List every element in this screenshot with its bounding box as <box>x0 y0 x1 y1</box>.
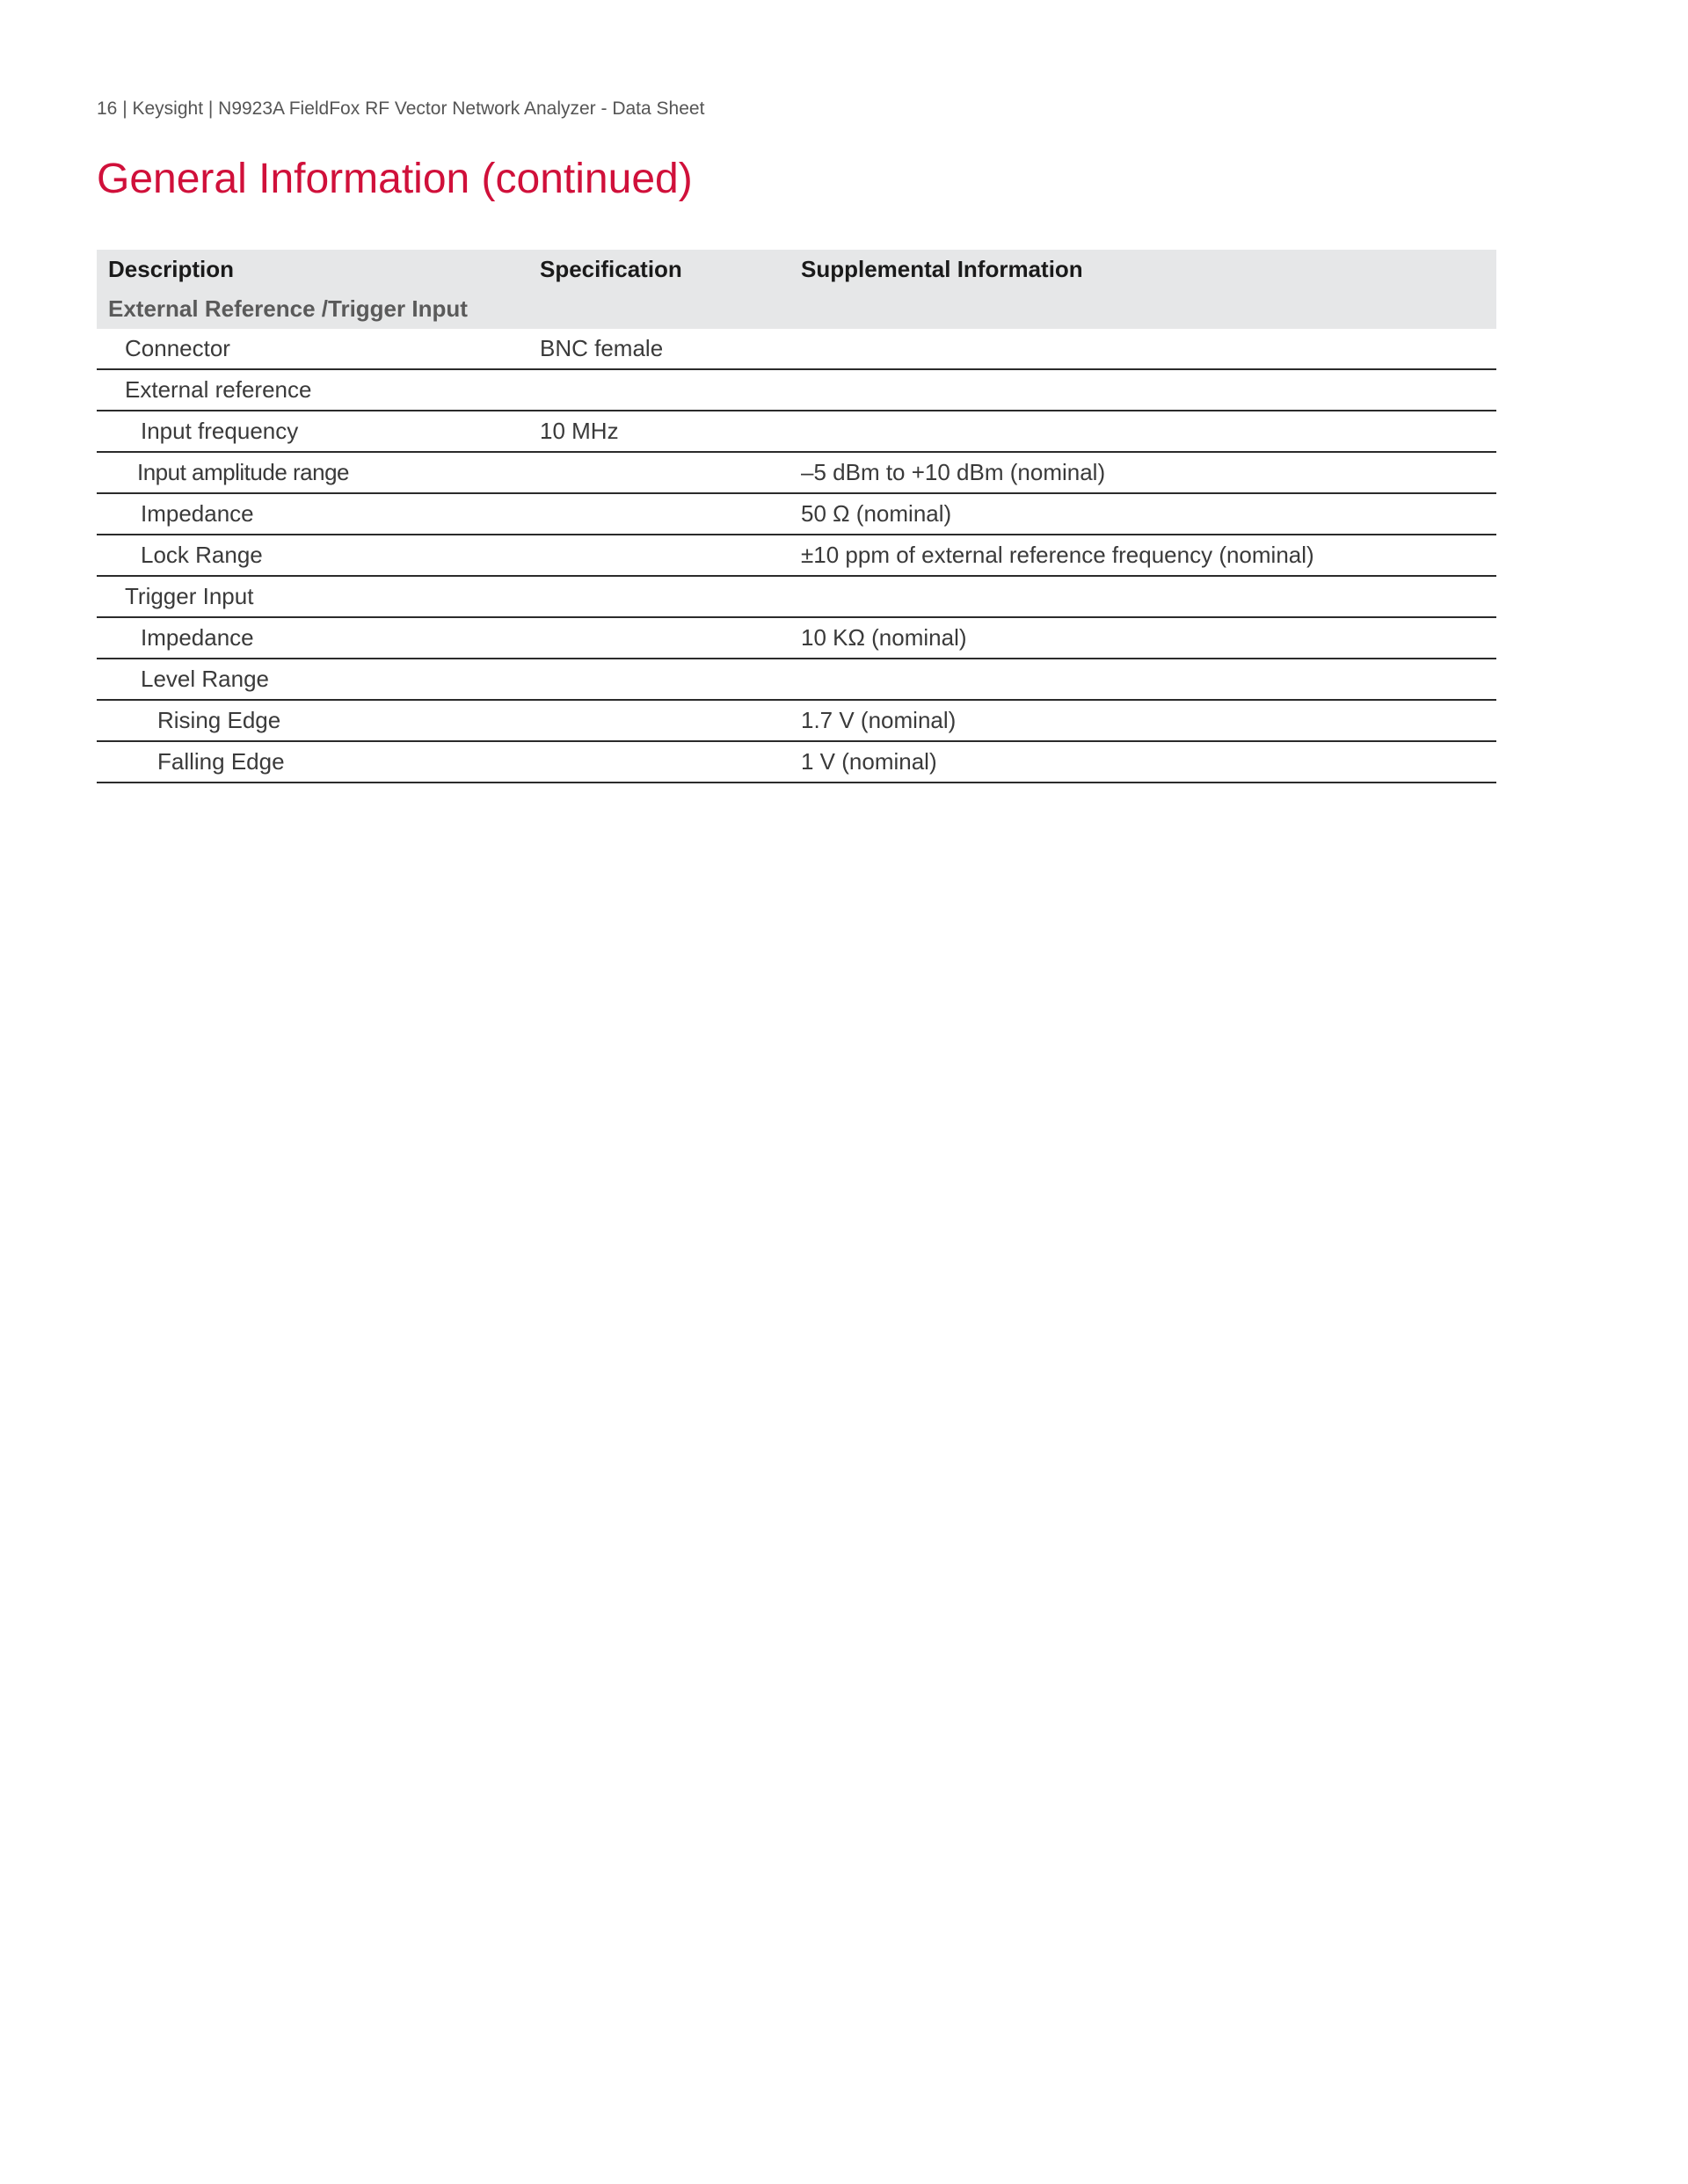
column-header-description: Description <box>97 250 540 289</box>
row-description: Level Range <box>97 659 540 700</box>
row-specification <box>540 369 801 411</box>
row-supplemental: ±10 ppm of external reference frequency (nominal) <box>801 535 1496 576</box>
table-row <box>97 329 1496 369</box>
row-specification <box>540 741 801 783</box>
row-supplemental: 50 Ω (nominal) <box>801 493 1496 535</box>
running-header: 16 | Keysight | N9923A FieldFox RF Vector Network Analyzer - Data Sheet <box>97 98 705 119</box>
spec-table <box>97 250 1496 783</box>
table-row <box>97 493 1496 535</box>
row-specification <box>540 452 801 493</box>
row-specification <box>540 617 801 659</box>
row-supplemental: 1.7 V (nominal) <box>801 700 1496 741</box>
row-specification <box>540 700 801 741</box>
table-row <box>97 535 1496 576</box>
row-supplemental: 1 V (nominal) <box>801 741 1496 783</box>
table-row <box>97 700 1496 741</box>
row-description: Trigger Input <box>97 576 540 617</box>
row-supplemental <box>801 369 1496 411</box>
row-specification: BNC female <box>540 329 801 369</box>
column-header-specification: Specification <box>540 250 801 289</box>
table-header-row <box>97 250 1496 289</box>
row-description: Impedance <box>97 493 540 535</box>
table-row <box>97 576 1496 617</box>
row-description: Input amplitude range <box>97 452 540 493</box>
table-row <box>97 411 1496 452</box>
row-description: Impedance <box>97 617 540 659</box>
row-supplemental <box>801 411 1496 452</box>
row-specification: 10 MHz <box>540 411 801 452</box>
row-description: Connector <box>97 329 540 369</box>
table-row <box>97 452 1496 493</box>
row-specification <box>540 493 801 535</box>
row-specification <box>540 535 801 576</box>
row-supplemental <box>801 576 1496 617</box>
row-description: Lock Range <box>97 535 540 576</box>
row-description: External reference <box>97 369 540 411</box>
table-row <box>97 369 1496 411</box>
row-supplemental <box>801 329 1496 369</box>
row-supplemental: –5 dBm to +10 dBm (nominal) <box>801 452 1496 493</box>
row-description: Input frequency <box>97 411 540 452</box>
row-description: Rising Edge <box>97 700 540 741</box>
row-supplemental: 10 KΩ (nominal) <box>801 617 1496 659</box>
column-header-supplemental: Supplemental Information <box>801 250 1496 289</box>
row-specification <box>540 659 801 700</box>
row-supplemental <box>801 659 1496 700</box>
group-label: External Reference /Trigger Input <box>97 289 1496 329</box>
row-description: Falling Edge <box>97 741 540 783</box>
section-title: General Information (continued) <box>97 156 693 202</box>
table-row <box>97 741 1496 783</box>
row-specification <box>540 576 801 617</box>
table-group-row <box>97 289 1496 329</box>
table-row <box>97 617 1496 659</box>
table-row <box>97 659 1496 700</box>
